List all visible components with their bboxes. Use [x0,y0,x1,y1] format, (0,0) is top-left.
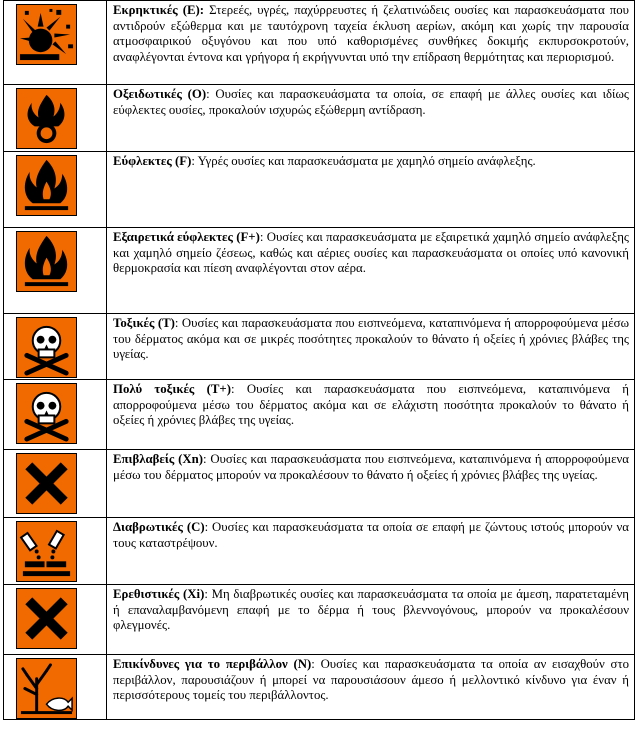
hazard-name: Οξειδωτικές (Ο) [113,87,207,101]
hazard-text: : Ουσίες και παρασκευάσματα με εξαιρετικά χαμηλό σημείο ανάφλεξης και χαμηλό σημείο ζέσεως, καθώς και αέριες ουσίες και παρασκευάσματα οι οποίες υπό κανονική θερμοκρασία και πίεση αναφλέγονται στον αέρα. [113,230,629,275]
hazard-text: : Ουσίες και παρασκευάσματα τα οποία αν εισαχθούν στο περιβάλλον, παρουσιάζουν ή μπορεί να παρουσιάσουν άμεσο ή μελλοντικό κίνδυνο για έναν ή περισσότερους τομείς του περιβάλλοντος. [113,657,629,702]
hazard-text: : Μη διαβρωτικές ουσίες και παρασκευάσματα τα οποία με άμεση, παρατεταμένη ή επαναλαμβανόμενη επαφή με το δέρμα ή τους βλεννογόνους, μπορούν να προκαλέσουν φλεγμονές. [113,587,629,632]
hazard-name: Εκρηκτικές (Ε): [113,3,205,17]
hazard-name: Ερεθιστικές (Xi) [113,587,205,601]
icon-cell [4,518,107,585]
icon-cell [4,85,107,152]
hazard-description [107,1,635,85]
highly-flammable-icon [16,231,77,292]
hazard-description [107,450,635,518]
hazard-text: : Ουσίες και παρασκευάσματα που εισπνεόμενα, καταπινόμενα ή απορροφούμενα μέσω του δέρματος ακόμα και σε ελάχιστη ποσότητα προκαλούν το θάνατο ή οξείες ή χρόνιες βλάβες της υγείας. [113,382,629,427]
hazard-description [107,655,635,720]
harmful-icon [16,453,77,514]
explosive-icon [16,4,77,65]
icon-cell [4,450,107,518]
flammable-icon [16,155,77,216]
corrosive-icon [16,521,77,582]
icon-cell [4,1,107,85]
toxic-icon [16,317,77,378]
irritant-icon [16,588,77,649]
hazard-row-very-toxic [4,380,635,450]
hazard-text: Στερεές, υγρές, παχύρρευστες ή ζελατινώδεις ουσίες και παρασκευάσματα που αντιδρούν εξώθερμα και με ταυτόχρονη ταχεία έκλυση αερίων, ακόμη και χωρίς την παρουσία ατμοσφαιρικού οξυγόνου και που υπό καθορισμένες συνθήκες δοκιμής εκπυρσοκροτούν, αναφλέγονται έντονα και γρήγορα ή εκρήγνυνται υπό την επίδραση θερμότητας και περιορισμού. [113,3,629,64]
icon-cell [4,380,107,450]
hazard-row-irritant [4,585,635,655]
hazard-text: : Ουσίες και παρασκευάσματα που εισπνεόμενα, καταπινόμενα ή απορροφούμενα μέσω του δέρματος μπορούν να προκαλέσουν το θάνατο ή οξείες ή χρόνιες βλάβες της υγείας. [113,452,629,482]
hazard-row-explosive [4,1,635,85]
hazard-text: : Ουσίες και παρασκευάσματα που εισπνεόμενα, καταπινόμενα ή απορροφούμενα μέσω του δέρματος ακόμα και σε μικρές ποσότητες προκαλούν το θάνατο ή οξείες ή χρόνιες βλάβες της υγείας. [113,316,629,361]
hazard-name: Εύφλεκτες (F) [113,154,192,168]
hazard-text: : Υγρές ουσίες και παρασκευάσματα με χαμηλό σημείο ανάφλεξης. [191,154,536,168]
oxidizing-icon [16,88,77,149]
hazard-description [107,518,635,585]
hazard-row-toxic [4,314,635,380]
hazard-row-corrosive [4,518,635,585]
hazard-text: : Ουσίες και παρασκευάσματα τα οποία, σε επαφή με άλλες ουσίες και ιδίως εύφλεκτες ουσίες, προκαλούν ισχυρώς εξώθερμη αντίδραση. [113,87,629,117]
icon-cell [4,228,107,314]
hazard-name: Διαβρωτικές (C) [113,520,205,534]
hazard-row-oxidizing [4,85,635,152]
hazard-description [107,585,635,655]
environment-icon [16,658,77,719]
hazard-row-flammable [4,152,635,228]
hazard-name: Τοξικές (Τ) [113,316,175,330]
hazard-row-highly-flammable [4,228,635,314]
hazard-name: Πολύ τοξικές (Τ+) [113,382,231,396]
hazard-name: Επιβλαβείς (Xn) [113,452,203,466]
hazard-row-environment [4,655,635,720]
very-toxic-icon [16,383,77,444]
icon-cell [4,585,107,655]
hazard-row-harmful [4,450,635,518]
hazard-description [107,228,635,314]
hazard-description [107,314,635,380]
hazard-description [107,85,635,152]
hazard-symbols-table [3,0,635,720]
icon-cell [4,314,107,380]
icon-cell [4,655,107,720]
hazard-text: : Ουσίες και παρασκευάσματα τα οποία σε επαφή με ζώντους ιστούς μπορούν να τους καταστρέψουν. [113,520,629,550]
icon-cell [4,152,107,228]
hazard-name: Επικίνδυνες για το περιβάλλον (Ν) [113,657,312,671]
hazard-name: Εξαιρετικά εύφλεκτες (F+) [113,230,260,244]
hazard-description [107,152,635,228]
hazard-description [107,380,635,450]
